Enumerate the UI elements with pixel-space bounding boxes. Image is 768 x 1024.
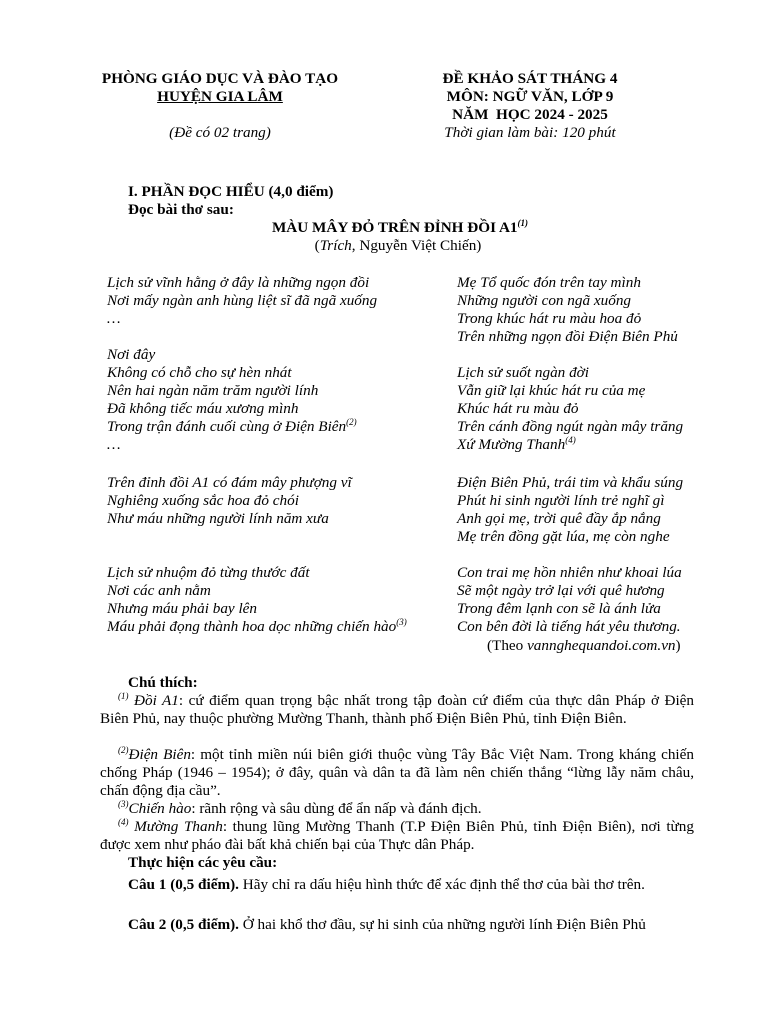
question-2 — [128, 914, 694, 935]
poem-line: … — [107, 436, 121, 453]
source-open: ( — [314, 237, 320, 254]
district-name: HUYỆN GIA LÂM — [157, 88, 283, 105]
poem-line: Anh gọi mẹ, trời quê đầy ắp nắng — [457, 510, 661, 527]
poem-title-note: (1) — [517, 217, 529, 228]
poem-line: Trên những ngọn đồi Điện Biên Phủ — [457, 328, 678, 345]
poem-line: Mẹ Tổ quốc đón trên tay mình — [457, 274, 641, 291]
poem-credit — [487, 637, 681, 655]
poem-line: Điện Biên Phủ, trái tim và khẩu súng — [457, 474, 684, 491]
poem-line: Lịch sử suốt ngàn đời — [457, 364, 589, 381]
poem-line — [107, 618, 407, 636]
section-instruction: Đọc bài thơ sau: — [128, 201, 234, 218]
note-term: Mường Thanh — [128, 818, 223, 835]
note-2 — [100, 746, 694, 800]
poem-line: Nơi các anh nằm — [107, 582, 211, 599]
exam-title: ĐỀ KHẢO SÁT THÁNG 4 — [442, 70, 618, 87]
poem-line — [107, 418, 357, 436]
poem-line: Sẽ một ngày trở lại với quê hương — [457, 582, 665, 599]
poem-line: Con bên đời là tiếng hát yêu thương. — [457, 618, 681, 635]
poem-left-stanza-1 — [107, 274, 377, 328]
poem-line: Nghiêng xuống sắc hoa đỏ chói — [107, 492, 299, 509]
footnote-mark: (3) — [396, 616, 407, 627]
poem-line: Lịch sử vĩnh hằng ở đây là những ngọn đồi — [107, 274, 370, 291]
note-mark: (1) — [118, 690, 129, 701]
credit-prefix: (Theo — [487, 637, 528, 654]
footnote-mark: (4) — [565, 434, 576, 445]
question-label: Câu 1 (0,5 điểm). — [128, 876, 239, 893]
poem-line: Phút hi sinh người lính trẻ nghĩ gì — [457, 492, 665, 509]
credit-suffix: ) — [675, 637, 681, 654]
poem-title-text: MÀU MÂY ĐỎ TRÊN ĐỈNH ĐỒI A1 — [271, 219, 518, 236]
note-term: Điện Biên — [128, 746, 191, 763]
poem-line-text: Xứ Mường Thanh — [457, 436, 566, 453]
poem-line: Nhưng máu phải bay lên — [107, 600, 258, 617]
note-text: : thung lũng Mường Thanh (T.P Điện Biên Phủ, tỉnh Điện Biên), nơi từng được xem như pháo đài bất khả chiến bại của Thực dân Pháp. — [100, 818, 694, 853]
poem-line: Trong đêm lạnh con sẽ là ánh lửa — [457, 600, 661, 617]
poem-line: Trên đỉnh đồi A1 có đám mây phượng vĩ — [107, 474, 352, 491]
note-term: Chiến hào — [128, 800, 192, 817]
poem-left-stanza-4 — [107, 564, 407, 636]
poem-right-stanza-2 — [457, 364, 683, 454]
poem-title — [0, 219, 768, 237]
source-author: , Nguyễn Việt Chiến) — [351, 237, 482, 254]
poem-left-stanza-3 — [107, 474, 352, 528]
notes-heading: Chú thích: — [128, 674, 198, 691]
poem-line: Trong khúc hát ru màu hoa đỏ — [457, 310, 642, 327]
poem-right-stanza-3 — [457, 474, 683, 546]
poem-line: Con trai mẹ hồn nhiên như khoai lúa — [457, 564, 682, 581]
poem-line: Như máu những người lính năm xưa — [107, 510, 329, 527]
poem-right-stanza-4 — [457, 564, 682, 636]
poem-line: Lịch sử nhuộm đỏ từng thước đất — [107, 564, 310, 581]
poem-line: Nơi mấy ngàn anh hùng liệt sĩ đã ngã xuống — [107, 292, 378, 309]
question-text: Hãy chỉ ra dấu hiệu hình thức để xác định thể thơ của bài thơ trên. — [238, 876, 645, 893]
poem-line-text: Trong trận đánh cuối cùng ở Điện Biên — [107, 418, 347, 435]
poem-line: Đã không tiếc máu xương mình — [107, 400, 299, 417]
note-text: : cứ điểm quan trọng bậc nhất trong tập đoàn cứ điểm của thực dân Pháp ở Điện Biên Phủ, nay thuộc phường Mường Thanh, thành phố Điện Biên Phủ, tỉnh Điện Biên. — [100, 692, 695, 727]
poem-line: Khúc hát ru màu đỏ — [457, 400, 579, 417]
note-mark: (4) — [118, 816, 129, 827]
note-text: : một tỉnh miền núi biên giới thuộc vùng Tây Bắc Việt Nam. Trong kháng chiến chống Pháp (1946 – 1954); ở đây, quân và dân ta đã làm nên chiến thắng “lừng lẫy năm châu, chấn động địa cầu”. — [100, 746, 694, 799]
source-trich: Trích — [319, 237, 352, 254]
note-4 — [100, 818, 694, 854]
tasks-heading: Thực hiện các yêu cầu: — [128, 854, 278, 871]
poem-line — [457, 436, 683, 454]
poem-line-text: Máu phải đọng thành hoa dọc những chiến hào — [107, 618, 397, 635]
dept-name: PHÒNG GIÁO DỤC VÀ ĐÀO TẠO — [101, 70, 339, 87]
note-mark: (3) — [118, 798, 129, 809]
note-text: : rãnh rộng và sâu dùng để ẩn nấp và đánh địch. — [191, 800, 482, 817]
poem-line: Mẹ trên đồng gặt lúa, mẹ còn nghe — [457, 528, 670, 545]
exam-time: Thời gian làm bài: 120 phút — [444, 124, 616, 141]
note-1 — [100, 692, 694, 728]
credit-site: vannghequandoi.com.vn — [527, 637, 676, 654]
question-label: Câu 2 (0,5 điểm). — [128, 916, 239, 933]
section-title: I. PHẦN ĐỌC HIỂU (4,0 điểm) — [128, 183, 334, 200]
question-text: Ở hai khổ thơ đầu, sự hi sinh của những người lính Điện Biên Phủ — [238, 916, 646, 933]
exam-year: NĂM HỌC 2024 - 2025 — [452, 106, 608, 123]
poem-line: Nên hai ngàn năm trăm người lính — [107, 382, 319, 399]
poem-line: Nơi đây — [107, 346, 156, 363]
poem-source — [0, 237, 768, 255]
poem-right-stanza-1 — [457, 274, 678, 346]
poem-line: Những người con ngã xuống — [457, 292, 632, 309]
poem-line: Trên cánh đồng ngút ngàn mây trăng — [457, 418, 684, 435]
poem-line: Không có chỗ cho sự hèn nhát — [107, 364, 292, 381]
question-1 — [100, 874, 694, 895]
note-mark: (2) — [118, 744, 129, 755]
poem-line: Vẫn giữ lại khúc hát ru của mẹ — [457, 382, 646, 399]
poem-line: … — [107, 310, 121, 327]
page-count: (Đề có 02 trang) — [169, 124, 271, 141]
exam-subject: MÔN: NGỮ VĂN, LỚP 9 — [446, 88, 614, 105]
note-3 — [100, 800, 694, 818]
poem-left-stanza-2 — [107, 346, 357, 454]
footnote-mark: (2) — [346, 416, 357, 427]
note-term: Đồi A1 — [134, 692, 179, 709]
